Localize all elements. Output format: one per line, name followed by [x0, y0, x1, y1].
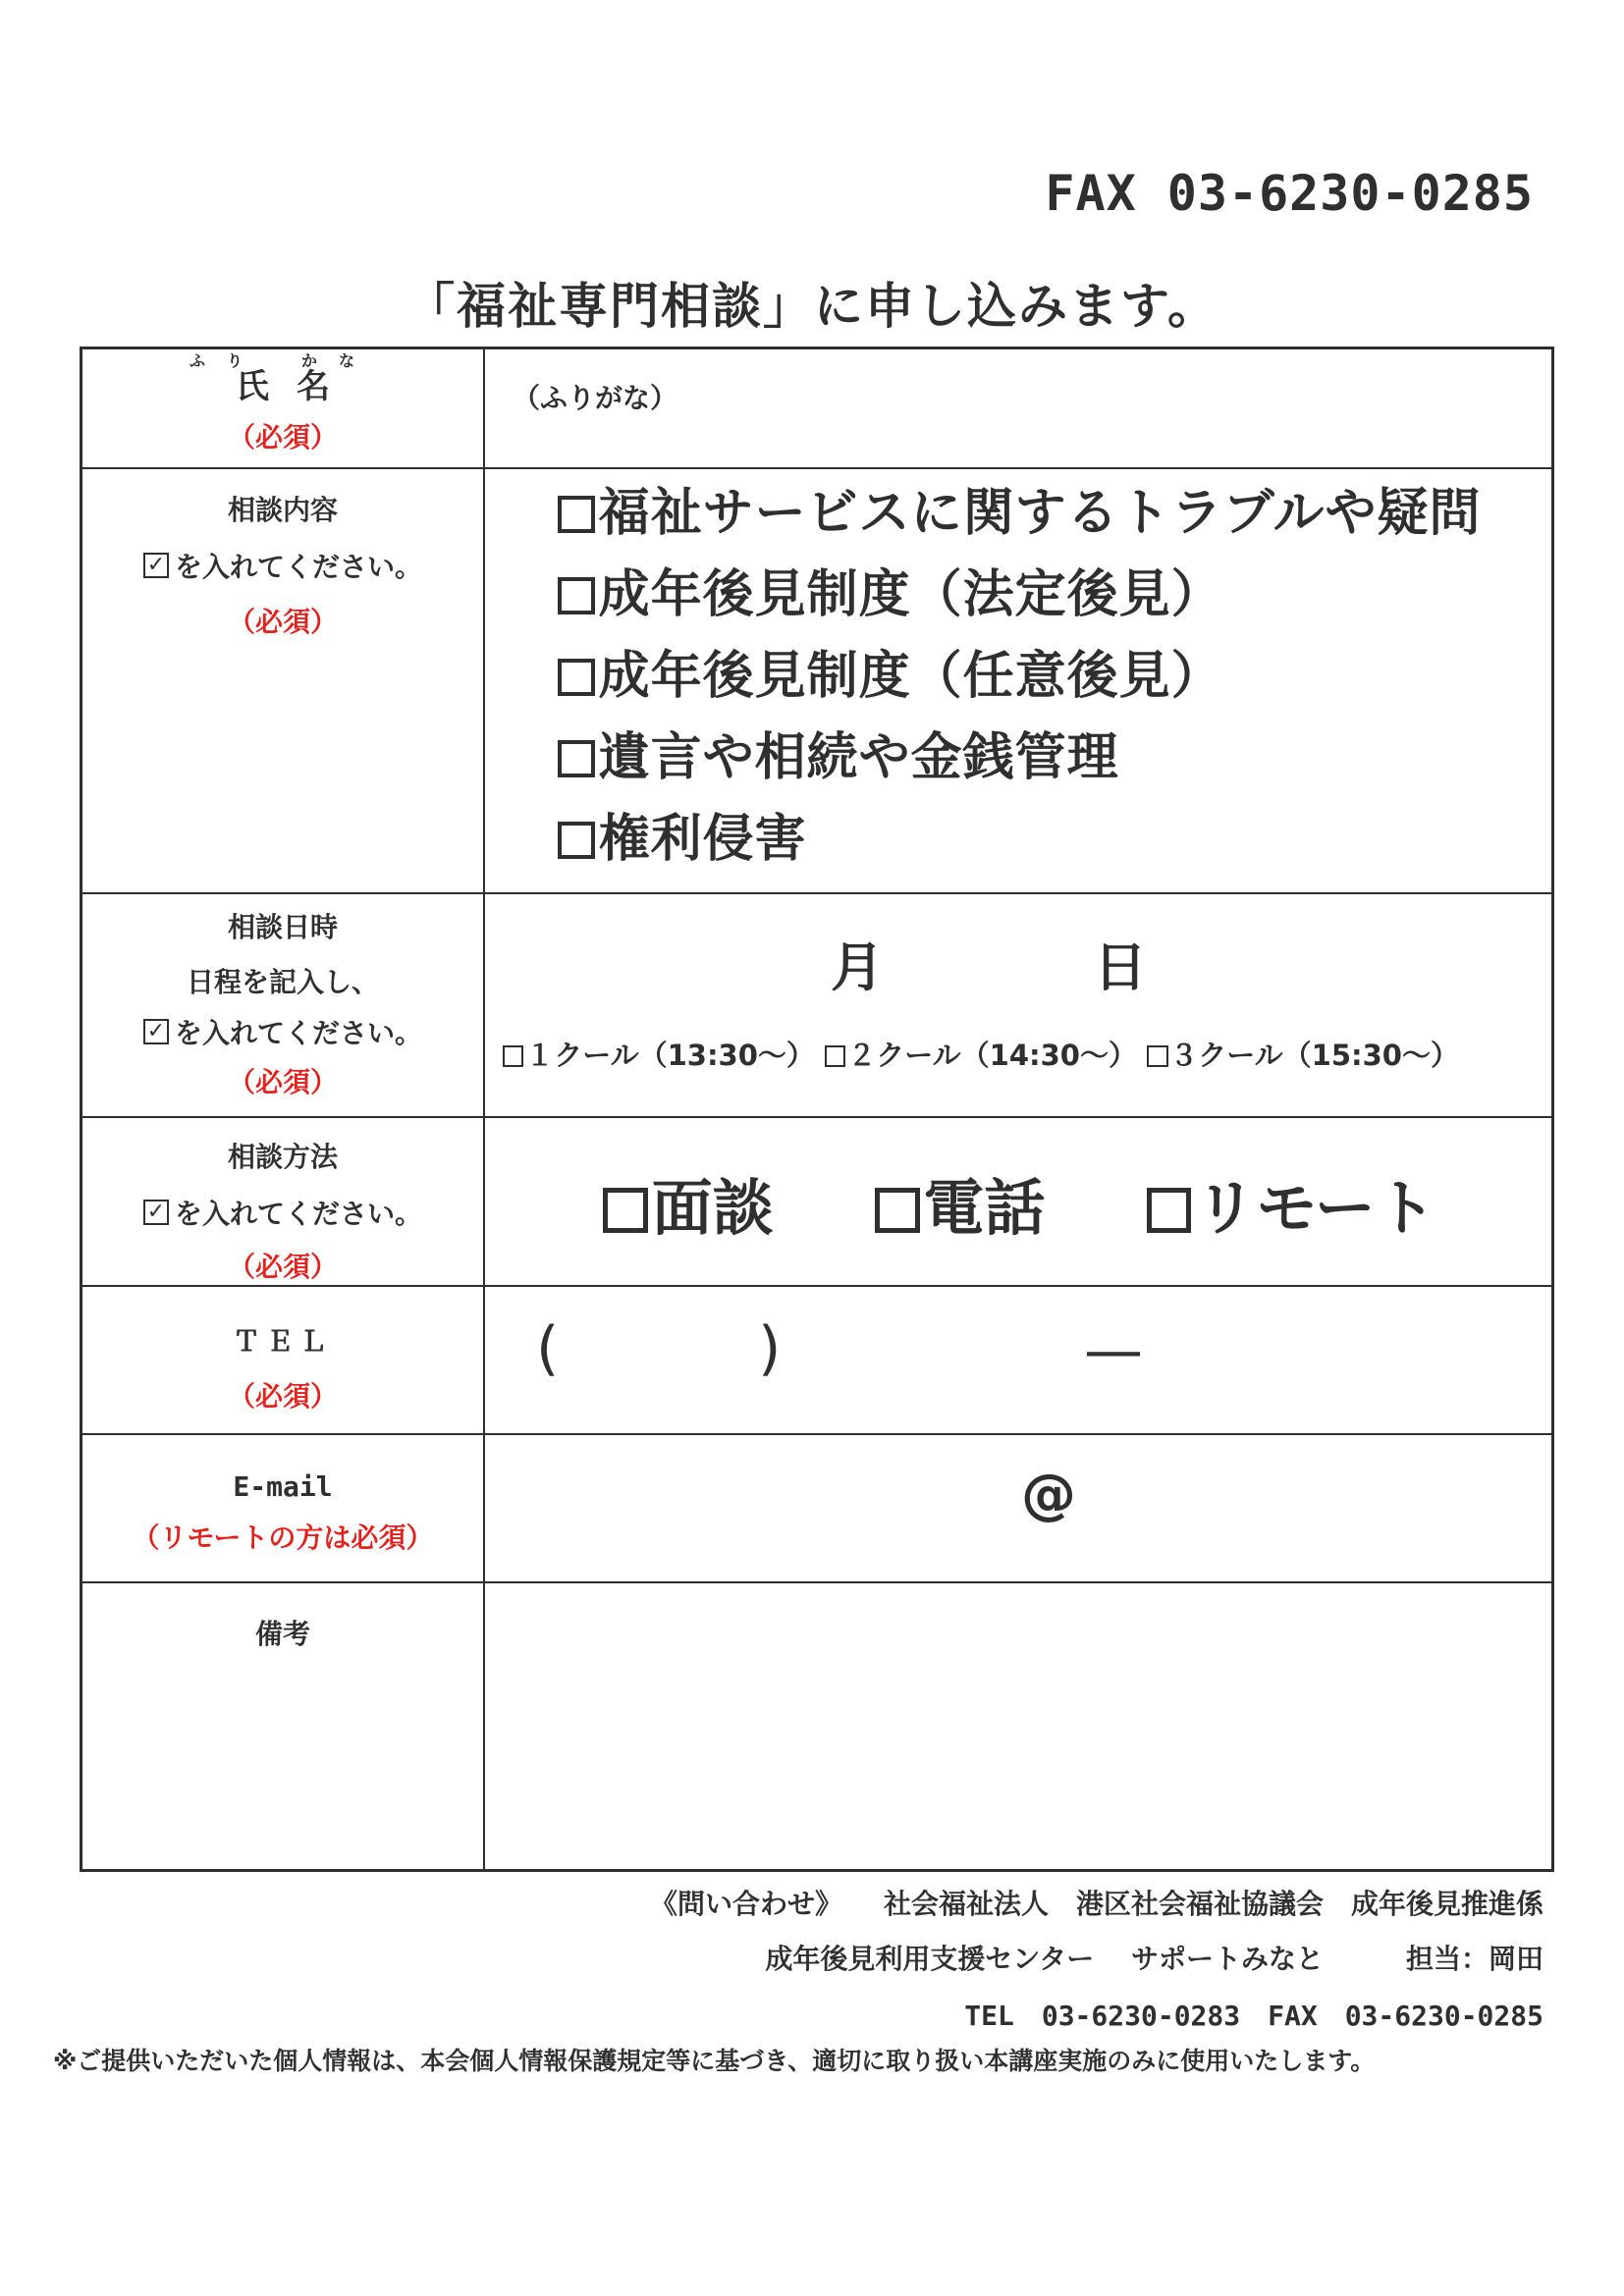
datetime-instruction: 日程を記入し、: [186, 966, 379, 998]
label-cell-tel: [82, 1287, 485, 1433]
time-slots: [503, 1034, 1459, 1074]
page-title: 「福祉専門相談」に申し込みます。: [406, 278, 1218, 335]
notes-label: 備考: [254, 1618, 310, 1650]
checkbox-icon[interactable]: [603, 1188, 648, 1233]
method-option[interactable]: 電話: [875, 1172, 1046, 1244]
method-required: （必須）: [227, 1251, 338, 1283]
tel-close-paren: ): [758, 1314, 782, 1383]
checkbox-icon[interactable]: [503, 1045, 523, 1066]
method-check-instruction: ✓ を入れてください。: [143, 1193, 422, 1232]
tel-label: ＴＥＬ: [232, 1325, 333, 1358]
footer-contact-line2: 成年後見利用支援センター サポートみなと 担当：岡田: [765, 1943, 1543, 1975]
label-cell-datetime: [82, 894, 485, 1116]
name-label: 氏名: [236, 367, 357, 406]
name-field[interactable]: [485, 349, 1551, 467]
month-label: 月: [831, 936, 884, 998]
tel-open-paren: (: [536, 1314, 560, 1383]
method-options: [485, 1118, 1551, 1285]
datetime-label: 相談日時: [227, 911, 338, 943]
row-datetime: [82, 892, 1551, 1116]
tel-required: （必須）: [227, 1380, 338, 1413]
content-option[interactable]: 福祉サービスに関するトラブルや疑問: [558, 473, 1551, 555]
method-label: 相談方法: [227, 1141, 338, 1173]
time-slot[interactable]: ２クール（14:30～）: [825, 1039, 1137, 1072]
row-content: [82, 467, 1551, 892]
name-ruby: ふり かな: [189, 351, 376, 370]
datetime-required: （必須）: [227, 1066, 338, 1098]
content-required: （必須）: [227, 606, 338, 638]
label-cell-notes: [82, 1583, 485, 1869]
method-option[interactable]: リモート: [1147, 1172, 1436, 1244]
tel-field[interactable]: [485, 1287, 1551, 1433]
checkbox-icon[interactable]: [1147, 1188, 1192, 1233]
name-hint: （ふりがな）: [513, 382, 678, 414]
row-email: [82, 1433, 1551, 1581]
method-option[interactable]: 面談: [603, 1172, 774, 1244]
label-cell-email: [82, 1435, 485, 1581]
email-label: E-mail: [233, 1470, 333, 1503]
email-field[interactable]: [485, 1435, 1551, 1581]
application-form: [80, 347, 1554, 1872]
checkbox-checked-icon: ✓: [143, 1200, 169, 1225]
day-label: 日: [1094, 936, 1147, 998]
footer-contact-line1: 《問い合わせ》 社会福祉法人 港区社会福祉協議会 成年後見推進係: [649, 1888, 1543, 1920]
datetime-field[interactable]: [485, 894, 1551, 1116]
row-name: [82, 349, 1551, 467]
checkbox-icon[interactable]: [875, 1188, 920, 1233]
label-cell-content: [82, 469, 485, 892]
content-option[interactable]: 成年後見制度（法定後見）: [558, 555, 1551, 636]
checkbox-icon[interactable]: [558, 740, 595, 777]
checkbox-icon[interactable]: [558, 577, 595, 614]
privacy-notice: ※ご提供いただいた個人情報は、本会個人情報保護規定等に基づき、適切に取り扱い本講座実施のみに使用いたします。: [53, 2047, 1376, 2075]
row-tel: [82, 1285, 1551, 1433]
checkbox-checked-icon: ✓: [143, 1019, 169, 1044]
checkbox-icon[interactable]: [558, 822, 595, 859]
email-at: @: [1021, 1463, 1076, 1526]
datetime-check-instruction: ✓ を入れてください。: [143, 1012, 422, 1051]
checkbox-icon[interactable]: [1147, 1045, 1167, 1066]
row-notes: [82, 1581, 1551, 1869]
name-required: （必須）: [227, 421, 338, 454]
content-option[interactable]: 成年後見制度（任意後見）: [558, 636, 1551, 718]
label-cell-method: [82, 1118, 485, 1285]
checkbox-checked-icon: ✓: [143, 553, 169, 578]
content-option[interactable]: 権利侵害: [558, 799, 1551, 881]
checkbox-icon[interactable]: [558, 659, 595, 696]
time-slot[interactable]: ３クール（15:30～）: [1147, 1039, 1459, 1072]
label-cell-name: [82, 349, 485, 467]
content-options: [485, 469, 1551, 892]
notes-field[interactable]: [485, 1583, 1551, 1869]
content-label: 相談内容: [227, 494, 338, 526]
time-slot[interactable]: １クール（13:30～）: [503, 1039, 815, 1072]
tel-dash: —: [1084, 1316, 1143, 1385]
content-check-instruction: ✓ を入れてください。: [143, 546, 422, 585]
fax-number: FAX 03-6230-0285: [1045, 165, 1534, 222]
email-required: （リモートの方は必須）: [132, 1522, 434, 1554]
row-method: [82, 1116, 1551, 1285]
checkbox-icon[interactable]: [558, 496, 595, 533]
checkbox-icon[interactable]: [825, 1045, 845, 1066]
footer-contact-line3: TEL 03-6230-0283 FAX 03-6230-0285: [964, 2000, 1543, 2032]
content-option[interactable]: 遺言や相続や金銭管理: [558, 718, 1551, 799]
